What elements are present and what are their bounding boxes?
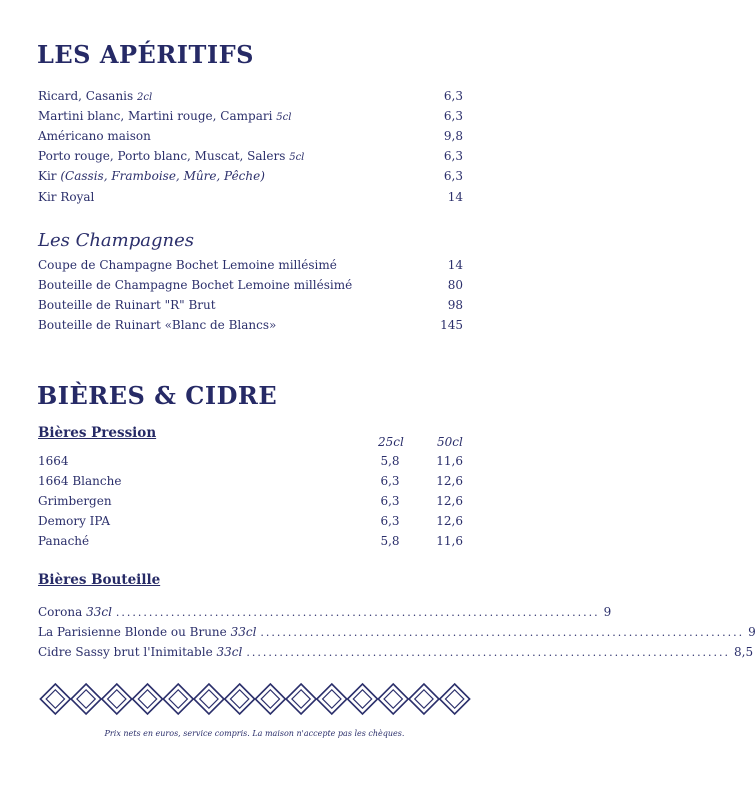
aperitifs-title: LES APÉRITIFS (37, 40, 254, 69)
diamond-inner (169, 690, 187, 708)
item-name: Porto rouge, Porto blanc, Muscat, Salers (38, 149, 286, 163)
diamond-outer (255, 684, 285, 714)
menu-item (38, 278, 463, 296)
champagnes-title: Les Champagnes (38, 230, 194, 251)
diamond-outer (133, 684, 163, 714)
menu-item (38, 625, 756, 643)
item-price: 9,8 (443, 129, 463, 143)
diamond-inner (200, 690, 218, 708)
item-size: 5cl (289, 152, 305, 163)
item-name: Ricard, Casanis (38, 89, 134, 103)
item-name: Américano maison (38, 129, 151, 143)
footer-note: Prix nets en euros, service compris. La maison n'accepte pas les chèques. (104, 729, 405, 738)
item-size: 2cl (137, 92, 153, 103)
menu-item (38, 474, 463, 492)
menu-item (38, 109, 463, 127)
item-name: Martini blanc, Martini rouge, Campari (38, 109, 273, 123)
item-price: 6,3 (443, 89, 463, 103)
diamond-inner (384, 690, 402, 708)
diamond-inner (46, 690, 64, 708)
diamond-outer (163, 684, 193, 714)
item-size: 33cl (216, 645, 243, 659)
menu-item (38, 149, 463, 167)
item-price: 14 (447, 258, 463, 272)
item-price-25cl: 6,3 (380, 494, 400, 508)
bieres-pression-title: Bières Pression (38, 425, 157, 441)
item-price: 6,3 (443, 149, 463, 163)
item-price: 14 (447, 190, 463, 204)
diamond-inner (138, 690, 156, 708)
diamond-outer (317, 684, 347, 714)
diamond-outer (286, 684, 316, 714)
item-name: Coupe de Champagne Bochet Lemoine millésimé (38, 258, 337, 272)
diamond-outer (348, 684, 378, 714)
diamond-inner (230, 690, 248, 708)
item-name: 1664 (38, 454, 69, 468)
item-price: 98 (447, 298, 463, 312)
item-price: 6,3 (443, 109, 463, 123)
diamond-inner (445, 690, 463, 708)
diamond-inner (292, 690, 310, 708)
item-price: 6,3 (443, 169, 463, 183)
item-price-50cl: 12,6 (436, 494, 463, 508)
item-price: 9 (748, 625, 756, 639)
dot-leader: ........................................................................................ (246, 646, 731, 659)
menu-item (38, 169, 463, 187)
menu-item (38, 129, 463, 147)
item-price-25cl: 6,3 (380, 514, 400, 528)
item-name: Kir (38, 169, 57, 183)
dot-leader: ........................................................................................ (115, 606, 600, 619)
dot-leader: ........................................................................................ (260, 626, 745, 639)
menu-item (38, 454, 463, 472)
diamond-outer (440, 684, 470, 714)
bieres-title: BIÈRES & CIDRE (37, 381, 278, 410)
item-name: Corona (38, 605, 83, 619)
item-price-25cl: 5,8 (380, 534, 400, 548)
item-name: Demory IPA (38, 514, 111, 528)
menu-item (38, 318, 463, 336)
diamond-inner (261, 690, 279, 708)
item-price-50cl: 11,6 (436, 454, 463, 468)
menu-item (38, 605, 612, 623)
diamond-outer (71, 684, 101, 714)
menu-item (38, 89, 463, 107)
item-name: Grimbergen (38, 494, 112, 508)
diamond-outer (409, 684, 439, 714)
item-price-25cl: 5,8 (380, 454, 400, 468)
item-price-50cl: 11,6 (436, 534, 463, 548)
item-name: Bouteille de Ruinart "R" Brut (38, 298, 216, 312)
menu-item (38, 534, 463, 552)
item-detail: (Cassis, Framboise, Mûre, Pêche) (60, 169, 265, 183)
diamond-inner (415, 690, 433, 708)
diamond-outer (40, 684, 70, 714)
item-name: Cidre Sassy brut l'Inimitable (38, 645, 213, 659)
column-header-25cl: 25cl (378, 435, 404, 449)
diamond-inner (323, 690, 341, 708)
item-price: 9 (603, 605, 612, 619)
item-name: La Parisienne Blonde ou Brune (38, 625, 227, 639)
bieres-bouteille-title: Bières Bouteille (38, 572, 161, 588)
diamond-outer (225, 684, 255, 714)
diamond-inner (353, 690, 371, 708)
item-price: 8,5 (734, 645, 754, 659)
item-price-50cl: 12,6 (436, 514, 463, 528)
menu-item (38, 298, 463, 316)
item-name: 1664 Blanche (38, 474, 122, 488)
item-price: 80 (447, 278, 463, 292)
menu-item (38, 258, 463, 276)
item-price-25cl: 6,3 (380, 474, 400, 488)
item-name: Kir Royal (38, 190, 95, 204)
menu-item (38, 514, 463, 532)
diamond-chain-ornament (40, 683, 470, 715)
menu-item (38, 494, 463, 512)
item-size: 33cl (86, 605, 112, 619)
item-size: 5cl (276, 112, 292, 123)
menu-item (38, 645, 754, 663)
diamond-inner (77, 690, 95, 708)
item-name: Panaché (38, 534, 90, 548)
column-header-50cl: 50cl (437, 435, 463, 449)
diamond-inner (108, 690, 126, 708)
item-size: 33cl (230, 625, 257, 639)
menu-item (38, 190, 463, 208)
item-price-50cl: 12,6 (436, 474, 463, 488)
diamond-outer (102, 684, 132, 714)
item-name: Bouteille de Champagne Bochet Lemoine millésimé (38, 278, 353, 292)
diamond-outer (378, 684, 408, 714)
item-name: Bouteille de Ruinart «Blanc de Blancs» (38, 318, 277, 332)
item-price: 145 (440, 318, 463, 332)
diamond-outer (194, 684, 224, 714)
